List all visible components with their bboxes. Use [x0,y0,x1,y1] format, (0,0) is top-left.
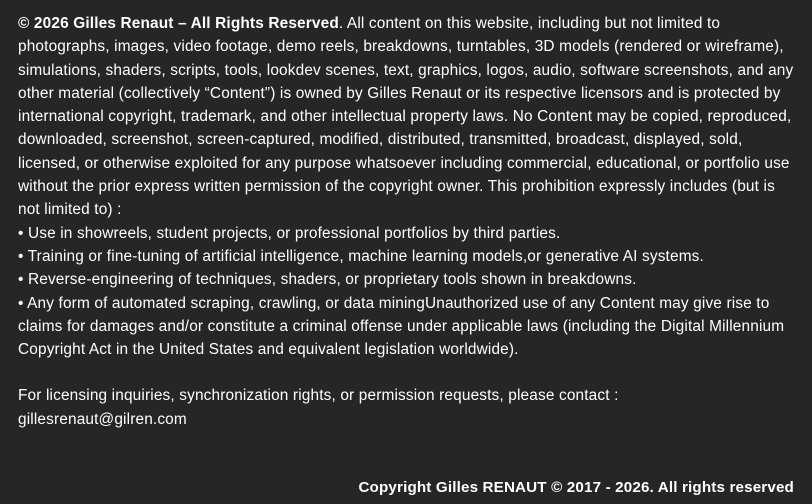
footer-copyright: Copyright Gilles RENAUT © 2017 - 2026. All rights reserved [358,479,794,496]
contact-instruction: For licensing inquiries, synchronization rights, or permission requests, please contact : [18,387,619,405]
paragraph-spacer [18,361,794,384]
contact-email[interactable]: gillesrenaut@gilren.com [18,410,187,428]
lead-paragraph [18,12,794,222]
bullet-item-2: • Training or fine-tuning of artificial intelligence, machine learning models,or generative AI systems. [18,247,704,265]
copyright-line: © 2026 Gilles Renaut – All Rights Reserved [18,15,339,32]
legal-text-block [18,12,794,431]
bullet-item-4: • Any form of automated scraping, crawling, or data miningUnauthorized use of any Content may give rise to claims for damages and/or constitute a criminal offense under applicable laws (including the Digital Millennium Copyright Act in the United States and equivalent legislation worldwide). [18,294,785,359]
bullet-item-1: • Use in showreels, student projects, or professional portfolios by third parties. [18,224,561,242]
bullet-item-3: • Reverse-engineering of techniques, shaders, or proprietary tools shown in breakdowns. [18,271,637,289]
lead-paragraph-text: . All content on this website, including but not limited to photographs, images, video footage, demo reels, breakdowns, turntables, 3D models (rendered or wireframe), simulations, shaders, scripts, tools, lookdev scenes, text, graphics, logos, audio, software screenshots, and any other material (collectively “Content”) is owned by Gilles Renaut or its respective licensors and is protected by international copyright, trademark, and other intellectual property laws. No Content may be copied, reproduced, downloaded, screenshot, screen-captured, modified, distributed, transmitted, broadcast, displayed, sold, licensed, or otherwise exploited for any purpose whatsoever including commercial, educational, or portfolio use without the prior express written permission of the copyright owner. This prohibition expressly includes (but is not limited to) : [18,15,794,219]
